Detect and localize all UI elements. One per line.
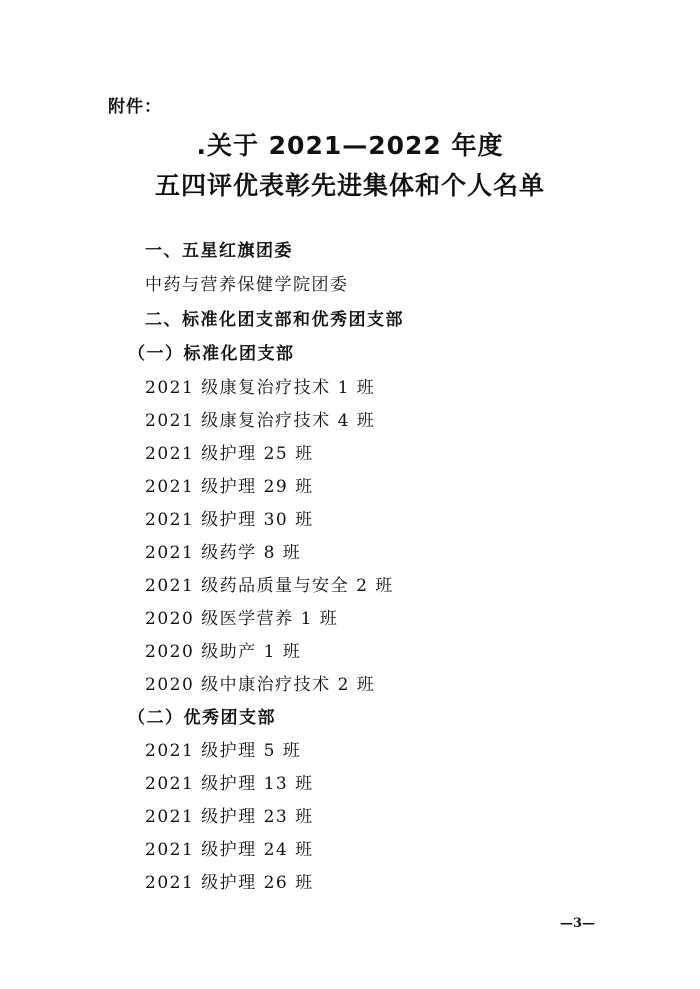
subsection-2-heading: （二）优秀团支部 [128, 708, 276, 728]
list-item: 2020 级助产 1 班 [145, 642, 302, 662]
list-item: 2021 级康复治疗技术 1 班 [145, 378, 376, 398]
list-item: 2021 级护理 25 班 [145, 444, 314, 464]
list-item: 2020 级中康治疗技术 2 班 [145, 675, 376, 695]
list-item: 2021 级护理 30 班 [145, 510, 314, 530]
list-item: 2021 级护理 29 班 [145, 477, 314, 497]
subsection-1-heading: （一）标准化团支部 [128, 344, 295, 364]
list-item: 2021 级药学 8 班 [145, 543, 302, 563]
list-item: 2020 级医学营养 1 班 [145, 609, 339, 629]
section-1-heading: 一、五星红旗团委 [145, 241, 293, 261]
list-item: 2021 级护理 23 班 [145, 807, 314, 827]
document-title-line-1: .关于 2021—2022 年度 [196, 131, 504, 160]
list-item: 2021 级护理 5 班 [145, 741, 302, 761]
list-item: 中药与营养保健学院团委 [145, 275, 349, 295]
attachment-label: 附件： [108, 97, 162, 117]
list-item: 2021 级康复治疗技术 4 班 [145, 411, 376, 431]
document-title-line-2: 五四评优表彰先进集体和个人名单 [154, 171, 545, 200]
page-number: —3— [560, 916, 596, 931]
list-item: 2021 级护理 24 班 [145, 840, 314, 860]
section-2-heading: 二、标准化团支部和优秀团支部 [145, 310, 404, 330]
list-item: 2021 级药品质量与安全 2 班 [145, 576, 394, 596]
list-item: 2021 级护理 26 班 [145, 873, 314, 893]
list-item: 2021 级护理 13 班 [145, 774, 314, 794]
